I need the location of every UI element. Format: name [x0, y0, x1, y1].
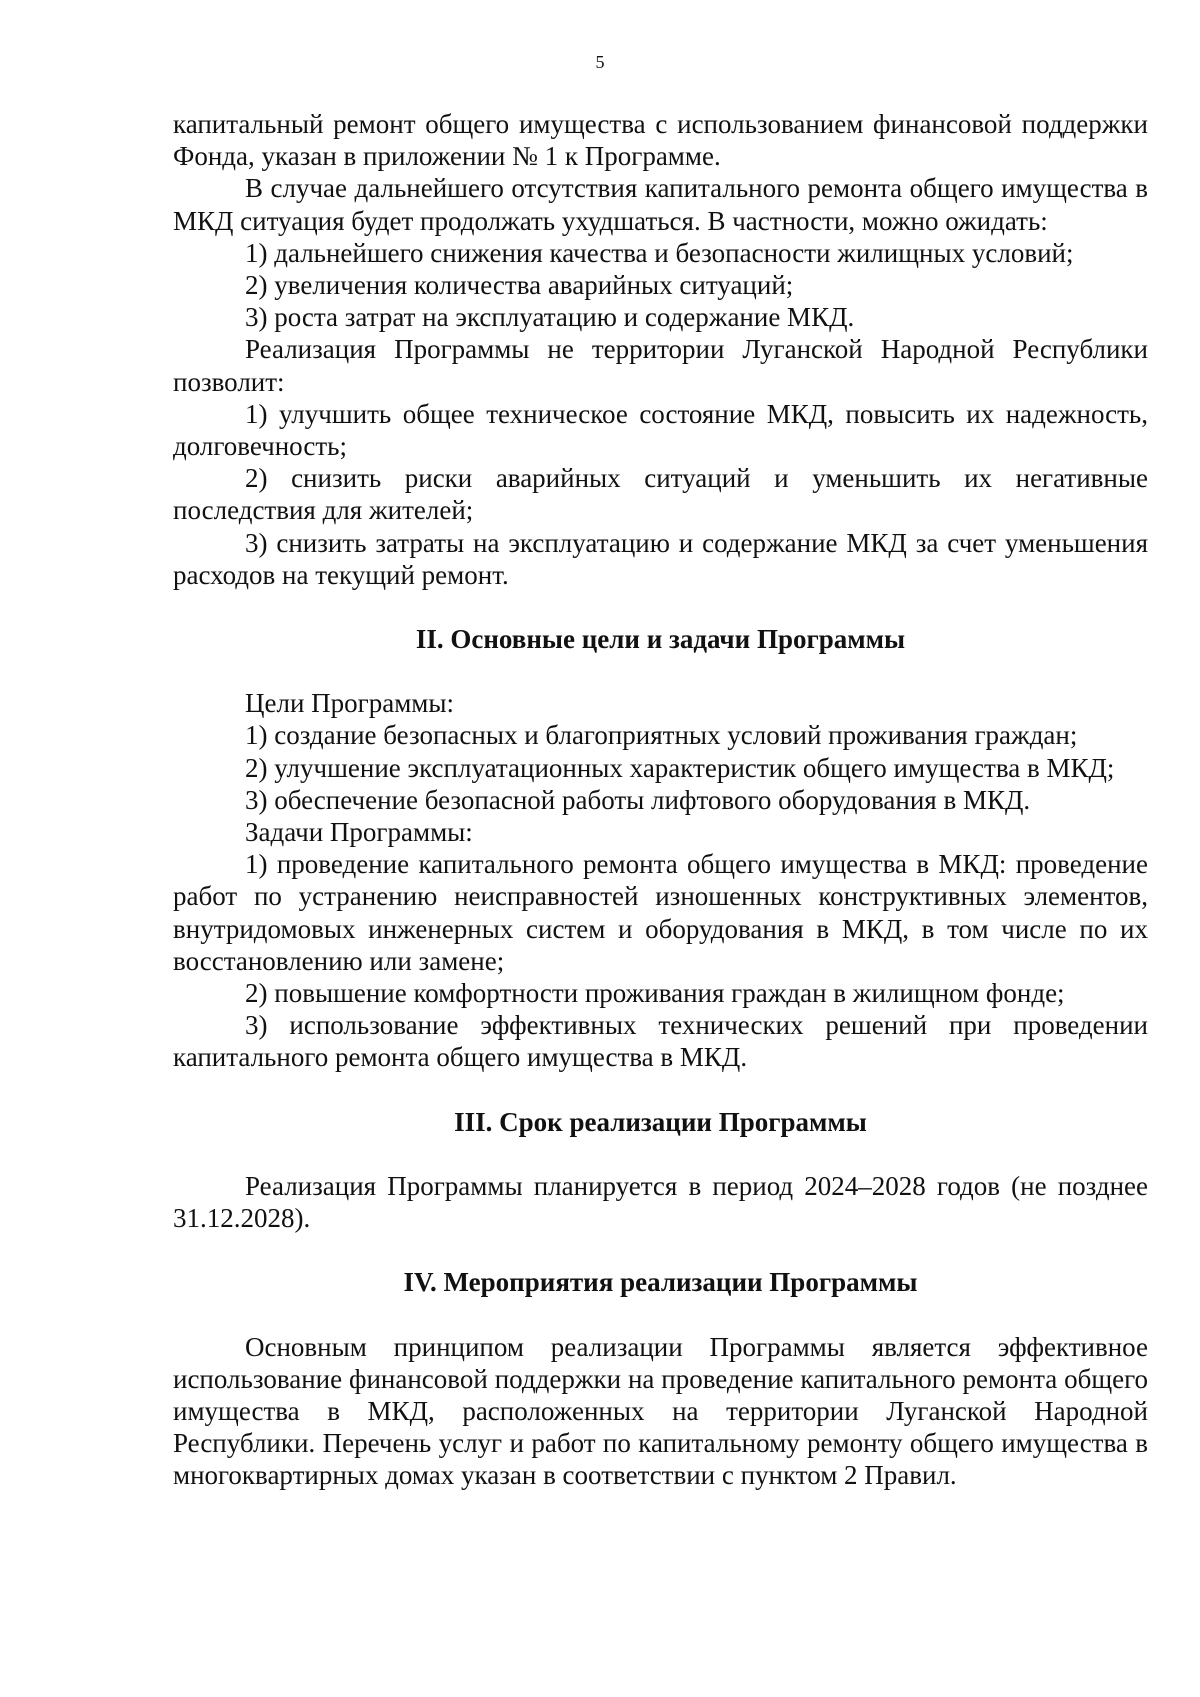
- list-item: 1) проведение капитального ремонта общего имущества в МКД: проведение работ по устранению неисправностей изношенных конструктивных элементов, внутридомовых инженерных систем и оборудования в МКД, в том числе по их восстановлению или замене;: [173, 849, 1148, 976]
- paragraph: Реализация Программы не территории Луганской Народной Республики позволит:: [173, 334, 1148, 397]
- list-item: 2) увеличения количества аварийных ситуаций;: [245, 270, 794, 301]
- list-item: 3) использование эффективных технических решений при проведении капитального ремонта общего имущества в МКД.: [173, 1010, 1148, 1073]
- page-number: 5: [595, 52, 605, 72]
- list-item: 2) повышение комфортности проживания граждан в жилищном фонде;: [245, 978, 1065, 1009]
- paragraph: Реализация Программы планируется в период 2024–2028 годов (не позднее 31.12.2028).: [173, 1170, 1148, 1234]
- paragraph: капитальный ремонт общего имущества с использованием финансовой поддержки Фонда, указан в приложении № 1 к Программе.: [173, 109, 1148, 172]
- list-item: 1) дальнейшего снижения качества и безопасности жилищных условий;: [245, 237, 1074, 268]
- list-item: 2) снизить риски аварийных ситуаций и уменьшить их негативные последствия для жителей;: [173, 463, 1148, 526]
- list-item: 3) снизить затраты на эксплуатацию и содержание МКД за счет уменьшения расходов на текущий ремонт.: [173, 527, 1148, 590]
- paragraph: Основным принципом реализации Программы является эффективное использование финансовой поддержки на проведение капитального ремонта общего имущества в МКД, расположенных на территории Луганской Народной Республики. Перечень услуг и работ по капитальному ремонту общего имущества в многоквартирных домах указан в соответствии с пунктом 2 Правил.: [173, 1331, 1148, 1491]
- section-heading: II. Основные цели и задачи Программы: [415, 624, 906, 655]
- list-item: 2) улучшение эксплуатационных характеристик общего имущества в МКД;: [245, 752, 1115, 783]
- list-item: 3) обеспечение безопасной работы лифтового оборудования в МКД.: [245, 784, 1031, 815]
- paragraph: В случае дальнейшего отсутствия капитального ремонта общего имущества в МКД ситуация будет продолжать ухудшаться. В частности, можно ожидать:: [173, 173, 1148, 236]
- section-heading: III. Срок реализации Программы: [454, 1106, 867, 1137]
- list-item: 3) роста затрат на эксплуатацию и содержание МКД.: [245, 302, 855, 333]
- paragraph: Цели Программы:: [245, 688, 455, 719]
- section-heading: IV. Мероприятия реализации Программы: [403, 1267, 918, 1298]
- list-item: 1) создание безопасных и благоприятных условий проживания граждан;: [245, 720, 1078, 751]
- document-body: [173, 108, 1148, 1492]
- list-item: 1) улучшить общее техническое состояние МКД, повысить их надежность, долговечность;: [173, 398, 1148, 462]
- paragraph: Задачи Программы:: [245, 817, 473, 848]
